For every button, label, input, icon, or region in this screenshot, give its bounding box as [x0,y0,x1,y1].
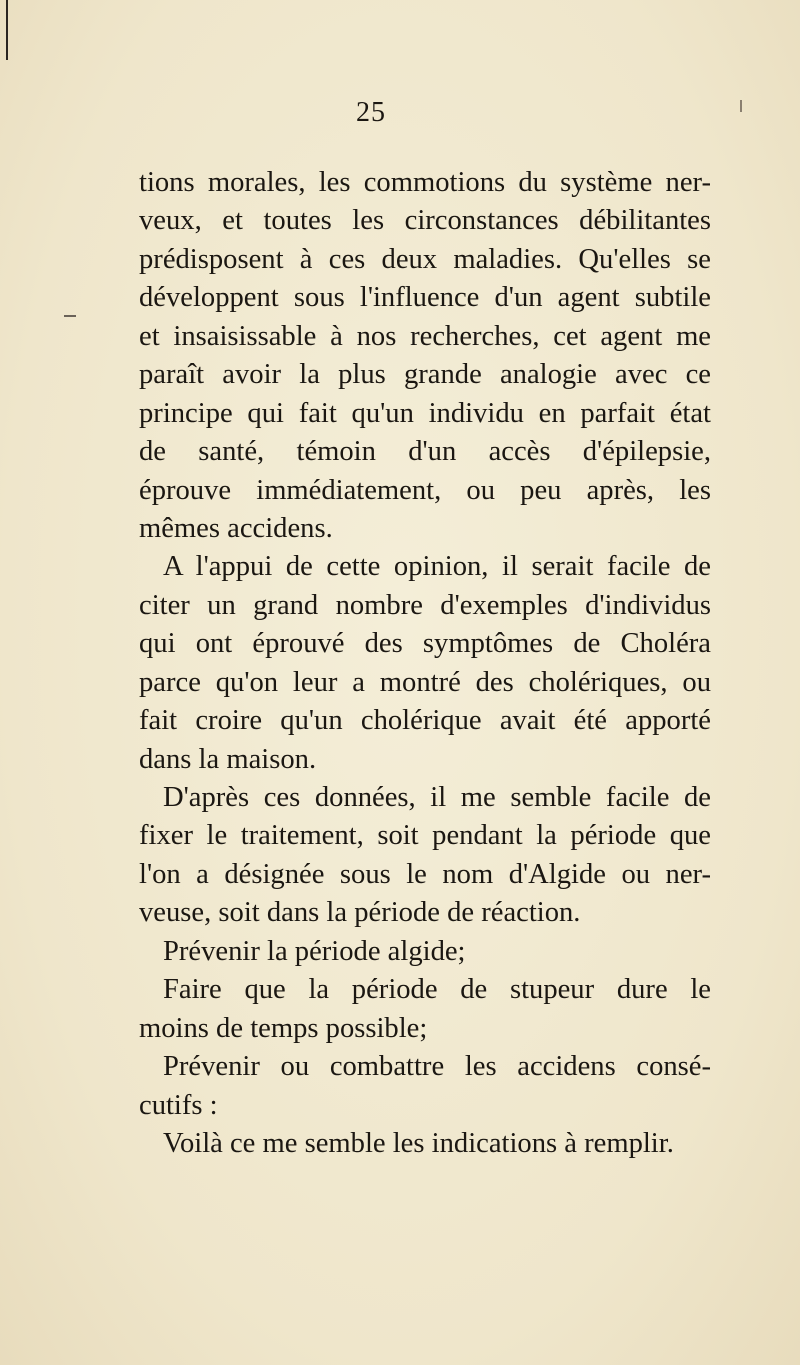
page-number: 25 [356,97,386,128]
text-line: mêmes accidens. [139,512,333,544]
text-line: développent sous l'influence d'un agent subtile [139,282,711,314]
text-line: veux, et toutes les circonstances débilitantes [139,205,711,237]
text-line: cutifs : [139,1089,218,1121]
margin-tick-mark [740,100,742,112]
text-line: tions morales, les commotions du système ner- [139,167,711,198]
text-line: fixer le traitement, soit pendant la période que [139,820,711,852]
text-line: Voilà ce me semble les indications à remplir. [163,1127,674,1159]
text-line: Faire que la période de stupeur dure le [163,974,711,1006]
text-line: l'on a désignée sous le nom d'Algide ou ner- [139,858,711,890]
text-line: qui ont éprouvé des symptômes de Choléra [139,628,711,660]
text-line: veuse, soit dans la période de réaction. [139,897,581,929]
text-line: principe qui fait qu'un individu en parfait état [139,397,711,429]
text-line: éprouve immédiatement, ou peu après, les [139,474,711,506]
margin-dash-mark [64,315,76,317]
text-line: Prévenir ou combattre les accidens consé- [163,1051,711,1083]
text-line: Prévenir la période algide; [163,935,466,967]
page-edge-mark [6,0,8,60]
text-line: paraît avoir la plus grande analogie avec ce [139,359,711,391]
text-line: parce qu'on leur a montré des cholériques, ou [139,666,711,698]
text-line: et insaisissable à nos recherches, cet agent me [139,320,711,352]
text-line: moins de temps possible; [139,1012,428,1044]
text-line: citer un grand nombre d'exemples d'individus [139,589,711,621]
text-line: de santé, témoin d'un accès d'épilepsie, [139,436,711,468]
text-line: A l'appui de cette opinion, il serait facile de [163,551,711,583]
text-line: D'après ces données, il me semble facile de [163,782,711,813]
body-text [139,164,711,1163]
text-line: fait croire qu'un cholérique avait été apporté [139,705,711,737]
text-line: prédisposent à ces deux maladies. Qu'elles se [139,243,711,275]
text-line: dans la maison. [139,743,317,775]
